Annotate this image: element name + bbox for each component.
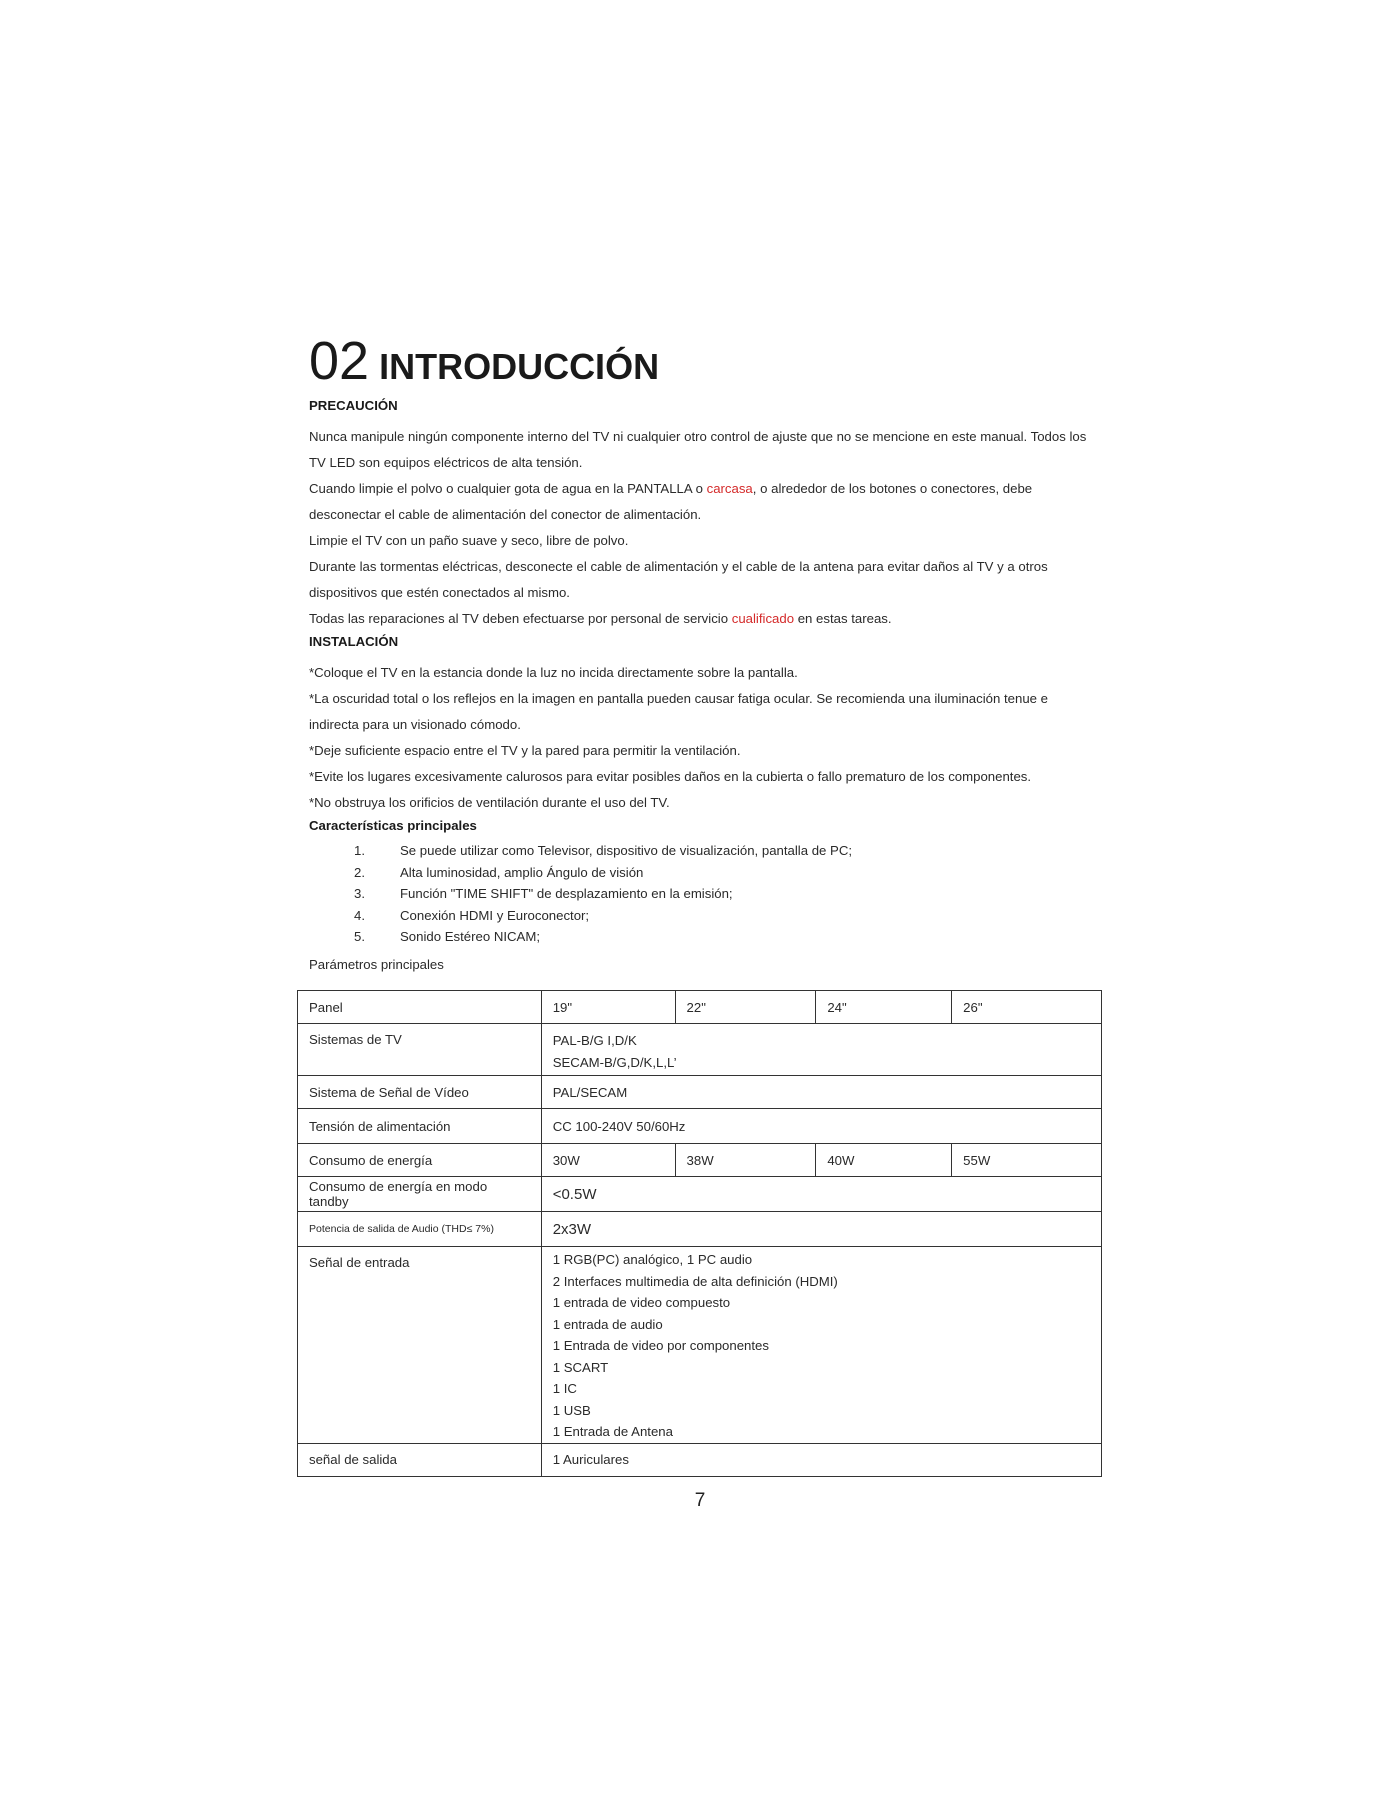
page-number: 7 — [694, 1490, 706, 1511]
row-label: Consumo de energía — [298, 1144, 542, 1177]
chapter-number: 02 — [309, 331, 370, 391]
instalacion-item: *La oscuridad total o los reflejos en la imagen en pantalla pueden causar fatiga ocular. Se recomienda una iluminación tenue e indirecta para un visionado cómodo. — [309, 691, 1048, 732]
row-label: señal de salida — [298, 1443, 542, 1476]
precaucion-heading: PRECAUCIÓN — [309, 398, 398, 413]
precaucion-paragraph-1: Nunca manipule ningún componente interno del TV ni cualquier otro control de ajuste que no se mencione en este manual. Todos los TV LED son equipos eléctricos de alta tensión. — [309, 429, 1087, 470]
table-cell: PAL-B/G I,D/K SECAM-B/G,D/K,L,L’ — [541, 1024, 1101, 1076]
table-cell: <0.5W — [541, 1177, 1101, 1212]
row-label: Consumo de energía en modo tandby — [298, 1177, 542, 1212]
precaucion-paragraph-2: Cuando limpie el polvo o cualquier gota de agua en la PANTALLA o carcasa, o alrededor de los botones o conectores, debe desconectar el cable de alimentación del conector de alimentación. — [309, 481, 1033, 522]
row-label: Tensión de alimentación — [298, 1109, 542, 1144]
row-label: Sistemas de TV — [298, 1024, 542, 1076]
table-cell: 30W — [541, 1144, 675, 1177]
list-item: 2. Alta luminosidad, amplio Ángulo de visión — [354, 864, 644, 880]
table-row — [298, 991, 1102, 1024]
table-cell: 1 Auriculares — [541, 1443, 1101, 1476]
instalacion-item: *Coloque el TV en la estancia donde la luz no incida directamente sobre la pantalla. — [309, 665, 798, 680]
precaucion-paragraph-5: Todas las reparaciones al TV deben efectuarse por personal de servicio cualificado en estas tareas. — [309, 611, 892, 626]
table-cell: 24" — [816, 991, 952, 1024]
list-item: 5. Sonido Estéreo NICAM; — [354, 929, 540, 944]
table-row — [298, 1144, 1102, 1177]
list-item: 1. Se puede utilizar como Televisor, dispositivo de visualización, pantalla de PC; — [354, 843, 853, 858]
caracteristicas-heading: Características principales — [309, 818, 477, 833]
row-label: Potencia de salida de Audio (THD≤ 7%) — [298, 1212, 542, 1247]
row-label: Panel — [298, 991, 542, 1024]
table-row — [298, 1024, 1102, 1076]
features-list — [309, 840, 1099, 948]
instalacion-heading: INSTALACIÓN — [309, 634, 399, 649]
body-content — [309, 396, 1099, 978]
instalacion-item: *Evite los lugares excesivamente calurosos para evitar posibles daños en la cubierta o fallo prematuro de los componentes. — [309, 769, 1032, 784]
parameters-table — [297, 990, 1102, 1477]
table-row — [298, 1212, 1102, 1247]
highlight-carcasa: carcasa — [706, 481, 753, 496]
table-row — [298, 1443, 1102, 1476]
page-title — [309, 330, 659, 392]
instalacion-item: *Deje suficiente espacio entre el TV y la pared para permitir la ventilación. — [309, 743, 741, 758]
table-cell: 38W — [675, 1144, 816, 1177]
parametros-heading: Parámetros principales — [309, 956, 444, 972]
highlight-cualificado: cualificado — [731, 611, 795, 626]
table-cell: 22" — [675, 991, 816, 1024]
list-item: 4. Conexión HDMI y Euroconector; — [354, 907, 590, 923]
list-item: 3. Función "TIME SHIFT" de desplazamiento en la emisión; — [354, 886, 733, 901]
table-row — [298, 1109, 1102, 1144]
table-cell: PAL/SECAM — [541, 1076, 1101, 1109]
table-cell: CC 100-240V 50/60Hz — [541, 1109, 1101, 1144]
instalacion-item: *No obstruya los orificios de ventilación durante el uso del TV. — [309, 795, 670, 810]
precaucion-paragraph-3: Limpie el TV con un paño suave y seco, libre de polvo. — [309, 533, 629, 548]
table-row — [298, 1177, 1102, 1212]
table-cell: 40W — [816, 1144, 952, 1177]
table-cell: 26" — [952, 991, 1102, 1024]
table-cell: 19" — [541, 991, 675, 1024]
table-row — [298, 1247, 1102, 1444]
table-cell: 55W — [952, 1144, 1102, 1177]
table-cell: 2x3W — [541, 1212, 1101, 1247]
row-label: Señal de entrada — [298, 1247, 542, 1444]
table-row — [298, 1076, 1102, 1109]
row-label: Sistema de Señal de Vídeo — [298, 1076, 542, 1109]
table-cell: 1 RGB(PC) analógico, 1 PC audio 2 Interfaces multimedia de alta definición (HDMI) 1 entrada de video compuesto 1 entrada de audio 1 Entrada de video por componentes 1 SCART 1 IC 1 USB 1 Entrada de Antena — [541, 1247, 1101, 1444]
precaucion-paragraph-4: Durante las tormentas eléctricas, desconecte el cable de alimentación y el cable de la antena para evitar daños al TV y a otros dispositivos que estén conectados al mismo. — [309, 559, 1048, 600]
chapter-title: INTRODUCCIÓN — [379, 346, 660, 387]
